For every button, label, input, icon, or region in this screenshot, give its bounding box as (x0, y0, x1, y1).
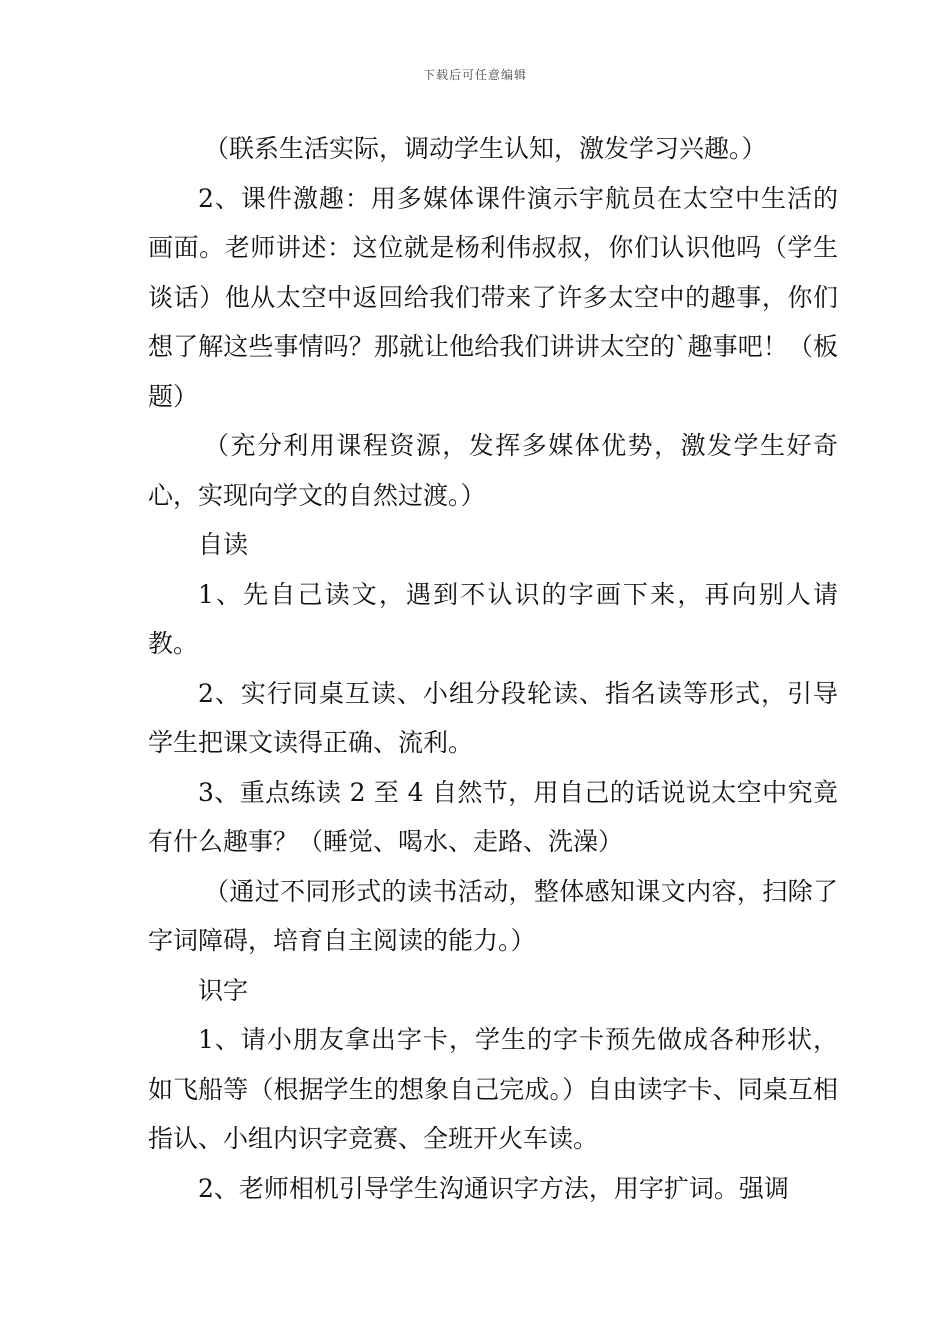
paragraph-reading-1: 1、先自己读文，遇到不认识的字画下来，再向别人请教。 (148, 579, 838, 658)
paragraph-note-3: （通过不同形式的读书活动，整体感知课文内容，扫除了字词障碍，培育自主阅读的能力。） (148, 876, 838, 955)
paragraph-literacy-2: 2、老师相机引导学生沟通识字方法，用字扩词。强调 (198, 1173, 789, 1203)
page-header: 下载后可任意编辑 (422, 68, 527, 82)
paragraph-note-2: （充分利用课程资源，发挥多媒体优势，激发学生好奇心，实现向学文的自然过渡。） (148, 431, 838, 510)
paragraph-courseware: 2、课件激趣：用多媒体课件演示宇航员在太空中生活的画面。老师讲述：这位就是杨利伟叔叔，你们认识他吗（学生谈话）他从太空中返回给我们带来了许多太空中的趣事，你们想了解这些事情吗？那就让他给我们讲讲太空的`趣事吧！（板题） (148, 183, 838, 411)
section-heading-self-reading: 自读 (198, 530, 249, 559)
paragraph-literacy-1: 1、请小朋友拿出字卡，学生的字卡预先做成各种形状，如飞船等（根据学生的想象自己完成。）自由读字卡、同桌互相指认、小组内识字竞赛、全班开火车读。 (148, 1025, 838, 1153)
section-heading-literacy: 识字 (198, 975, 249, 1005)
paragraph-reading-2: 2、实行同桌互读、小组分段轮读、指名读等形式，引导学生把课文读得正确、流利。 (148, 678, 838, 757)
paragraph-note-1: （联系生活实际，调动学生认知，激发学习兴趣。） (204, 134, 767, 163)
document-body (148, 124, 838, 1213)
paragraph-reading-3: 3、重点练读 2 至 4 自然节，用自己的话说说太空中究竟有什么趣事？（睡觉、喝水、走路、洗澡） (148, 777, 838, 856)
